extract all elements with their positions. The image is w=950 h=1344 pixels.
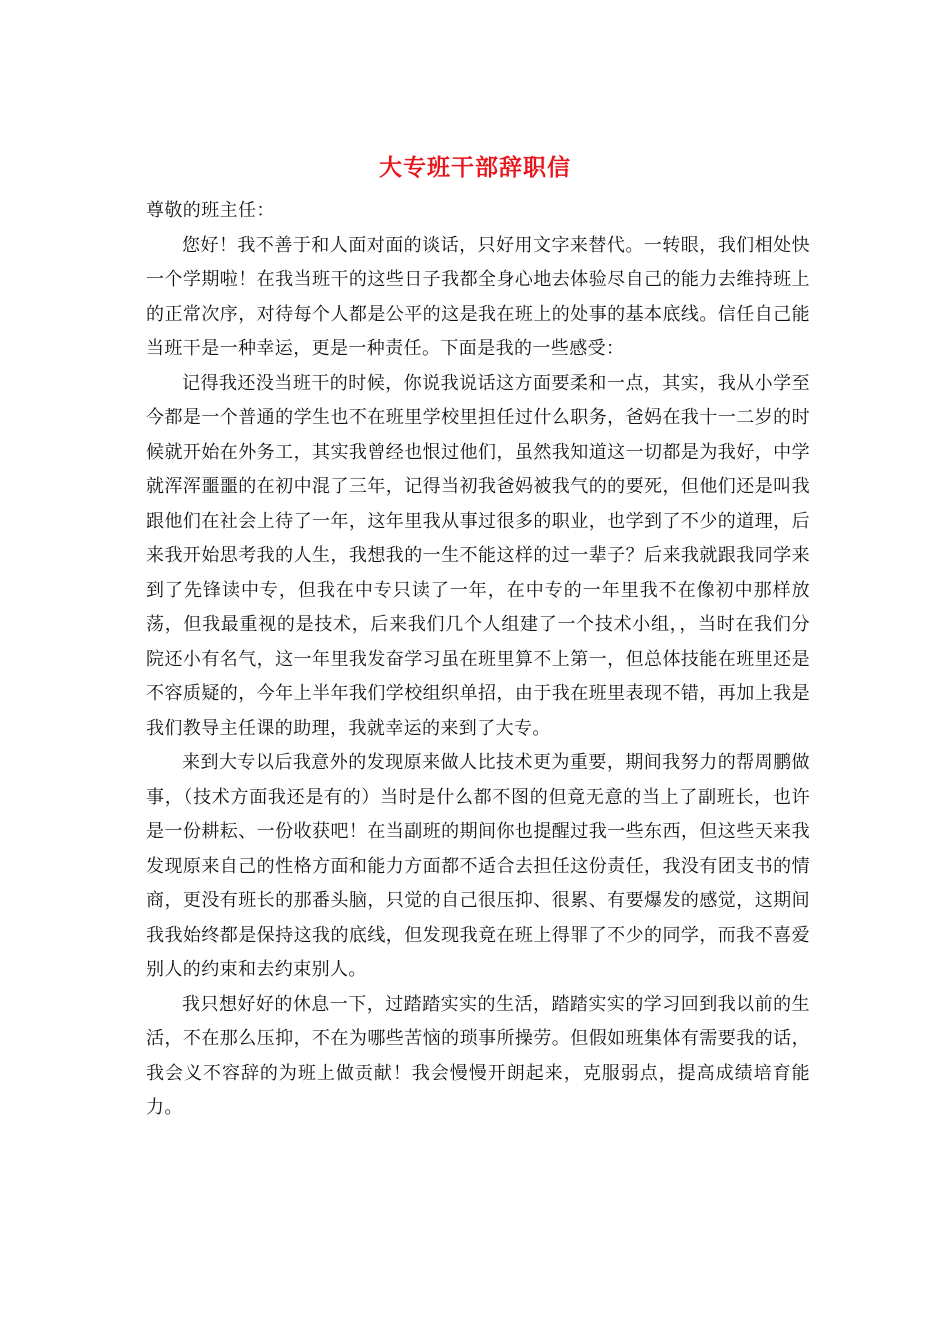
paragraph-1: 您好！我不善于和人面对面的谈话，只好用文字来替代。一转眼，我们相处快一个学期啦！在我当班干的这些日子我都全身心地去体验尽自己的能力去维持班上的正常次序，对待每个人都是公平的这是我在班上的处事的基本底线。信任自己能当班干是一种幸运，更是一种责任。下面是我的一些感受：	[146, 234, 810, 359]
letter-body	[146, 194, 810, 1126]
paragraph-4: 我只想好好的休息一下，过踏踏实实的生活，踏踏实实的学习回到我以前的生活，不在那么压抑，不在为哪些苦恼的琐事所操劳。但假如班集体有需要我的话，我会义不容辞的为班上做贡献！我会慢慢开朗起来，克服弱点，提高成绩培育能力。	[146, 993, 810, 1118]
document-title: 大专班干部辞职信	[379, 154, 571, 181]
salutation: 尊敬的班主任：	[146, 200, 275, 221]
paragraph-3: 来到大专以后我意外的发现原来做人比技术更为重要，期间我努力的帮周鹏做事，（技术方面我还是有的）当时是什么都不图的但竟无意的当上了副班长，也许是一份耕耘、一份收获吧！在当副班的期间你也提醒过我一些东西，但这些天来我发现原来自己的性格方面和能力方面都不适合去担任这份责任，我没有团支书的情商，更没有班长的那番头脑，只觉的自己很压抑、很累、有要爆发的感觉，这期间我我始终都是保持这我的底线，但发现我竟在班上得罪了不少的同学，而我不喜爱别人的约束和去约束别人。	[146, 752, 810, 980]
paragraph-2: 记得我还没当班干的时候，你说我说话这方面要柔和一点，其实，我从小学至今都是一个普通的学生也不在班里学校里担任过什么职务，爸妈在我十一二岁的时候就开始在外务工，其实我曾经也恨过他们，虽然我知道这一切都是为我好，中学就浑浑噩噩的在初中混了三年，记得当初我爸妈被我气的的要死，但他们还是叫我跟他们在社会上待了一年，这年里我从事过很多的职业，也学到了不少的道理，后来我开始思考我的人生，我想我的一生不能这样的过一辈子？后来我就跟我同学来到了先锋读中专，但我在中专只读了一年，在中专的一年里我不在像初中那样放荡，但我最重视的是技术，后来我们几个人组建了一个技术小组，，当时在我们分院还小有名气，这一年里我发奋学习虽在班里算不上第一，但总体技能在班里还是不容质疑的，今年上半年我们学校组织单招，由于我在班里表现不错，再加上我是我们教导主任课的助理，我就幸运的来到了大专。	[146, 372, 810, 739]
